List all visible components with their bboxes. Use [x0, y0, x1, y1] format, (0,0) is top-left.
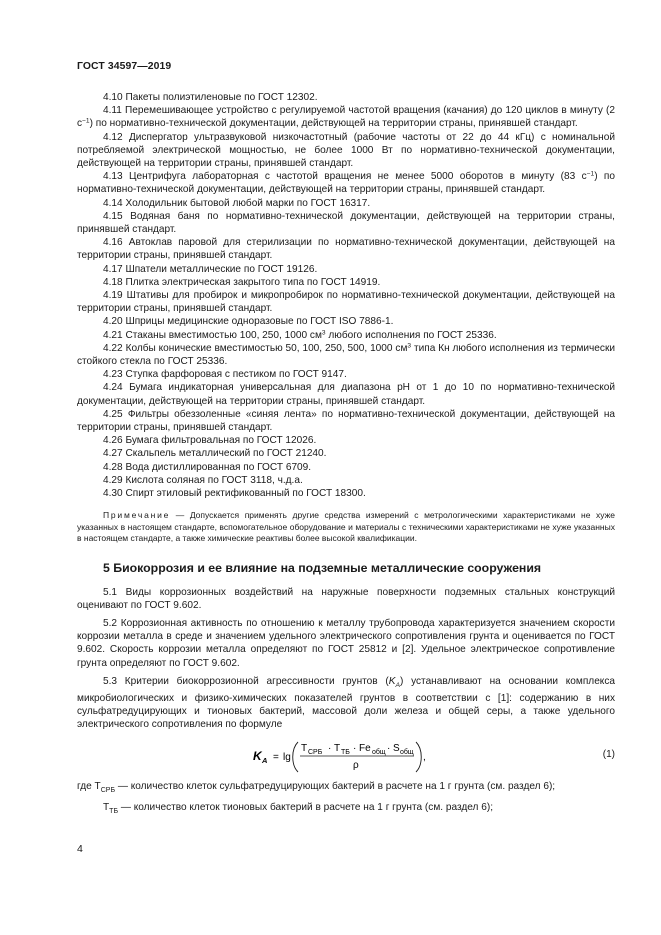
formula-lhs-sub: A — [262, 755, 268, 765]
list-item: 4.10 Пакеты полиэтиленовые по ГОСТ 12302. — [103, 92, 318, 103]
formula-lg: lg — [283, 751, 291, 763]
formula-t-tb: T — [334, 742, 341, 754]
list-item: 4.16 Автоклав паровой для стерилизации по нормативно-технической документации, действующей на территории страны, принявшей стандарт. — [77, 237, 615, 262]
paragraph-5-1: 5.1 Виды коррозионных воздействий на наружные поверхности подземных стальных конструкций оценивают по ГОСТ 9.602. — [77, 586, 615, 611]
document-header: ГОСТ 34597—2019 — [77, 61, 172, 72]
note — [77, 510, 615, 544]
list-item: 4.14 Холодильник бытовой любой марки по ГОСТ 16317. — [103, 197, 371, 209]
list-item: 4.15 Водяная баня по нормативно-технической документации, действующей на территории страны, принявшей стандарт. — [77, 210, 615, 236]
list-item: 4.17 Шпатели металлические по ГОСТ 19126. — [103, 263, 318, 275]
note-text: — Допускается применять другие средства измерений с метрологическими характеристиками не хуже указанных в настоящем стандарте, вспомогательное оборудование и материалы с техническими характеристиками не хуже указанных в настоящем стандарте, а также химические реактивы более высокой квалификации. — [77, 510, 615, 544]
list-item: 4.21 Стаканы вместимостью 100, 250, 1000 $см^3$ любого исполнения по ГОСТ 25336. — [103, 329, 497, 341]
equipment-list — [77, 91, 615, 500]
list-item: 4.30 Спирт этиловый ректификованный по ГОСТ 18300. — [103, 488, 366, 500]
list-item: 4.18 Плитка электрическая закрытого типа по ГОСТ 14919. — [103, 276, 381, 288]
formula-t-srb: T — [301, 742, 308, 754]
note-label: Примечание — [103, 510, 171, 521]
formula-t-srb-sub: СРБ — [308, 748, 323, 756]
list-item: 4.13 Центрифуга лабораторная с частотой вращения не менее 5000 оборотов в минуту (83 $с^{-1}$) по нормативно-технической документации, действующей на территории страны, принявшей стандарт. — [77, 170, 616, 196]
list-item: 4.28 Вода дистиллированная по ГОСТ 6709. — [103, 461, 312, 473]
list-item: 4.12 Диспергатор ультразвуковой низкочастотный (рабочие частоты от 22 до 44 кГц) с номинальной потребляемой электрической мощностью, не более 1000 Вт по нормативно-технической документации, действующей на территории страны, принявшей стандарт. — [77, 131, 615, 170]
formula-fe-sub: общ — [372, 748, 386, 756]
formula-lhs: K — [253, 748, 262, 763]
list-item: 4.27 Скальпель металлический по ГОСТ 21240. — [103, 448, 327, 460]
formula-equals: = — [273, 751, 279, 763]
list-item: 4.11 Перемешивающее устройство с регулируемой частотой вращения (качания) до 120 циклов в минуту (2 $с^{-1}$) по нормативно-технической документации, действующей на территории страны, принявшей стандарт. — [77, 105, 615, 130]
formula-t-tb-sub: ТБ — [341, 748, 350, 756]
list-item: 4.29 Кислота соляная по ГОСТ 3118, ч.д.а. — [103, 474, 303, 486]
formula-fe: Fe — [359, 742, 371, 754]
formula-dot-1: · — [328, 742, 332, 754]
formula-rho: ρ — [353, 759, 359, 771]
formula-dot-2: · — [353, 742, 357, 754]
formula-right-paren — [416, 742, 421, 772]
list-item: 4.23 Ступка фарфоровая с пестиком по ГОСТ 9147. — [103, 369, 347, 381]
section-heading: 5 Биокоррозия и ее влияние на подземные металлические сооружения — [103, 560, 542, 575]
section-body — [77, 586, 615, 732]
formula-dot-3: · — [387, 742, 391, 754]
formula-left-paren — [293, 742, 298, 772]
page-number: 4 — [77, 843, 83, 855]
list-item: 4.25 Фильтры обеззоленные «синяя лента» по нормативно-технической документации, действующей на территории страны, принявшей стандарт. — [77, 408, 616, 434]
where-item-2: $T_{ТБ}$ — количество клеток тионовых бактерий в расчете на 1 г грунта (см. раздел 6); — [103, 801, 494, 815]
equation-number: (1) — [602, 748, 615, 760]
formula-graphic — [253, 737, 523, 775]
formula-s-sub: общ — [400, 748, 414, 756]
page-body — [77, 91, 615, 818]
list-item: 4.22 Колбы конические вместимостью 50, 100, 250, 500, 1000 $см^3$ типа Кн любого исполнения из термически стойкого стекла по ГОСТ 25336. — [77, 342, 615, 368]
formula-1 — [77, 737, 615, 775]
list-item: 4.19 Штативы для пробирок и микропробирок по нормативно-технической документации, действующей на территории страны, принявшей стандарт. — [77, 290, 615, 315]
list-item: 4.24 Бумага индикаторная универсальная для диапазона рН от 1 до 10 по нормативно-технической документации, действующей на территории страны, принявшей стандарт. — [77, 382, 615, 407]
paragraph-5-3: 5.3 Критерии биокоррозионной агрессивности грунтов $(K_A)$ устанавливают на основании комплекса микробиологических и физико-химических показателей грунтов в соответствии с [1]: содержанию в них сульфатредуцирующих и тионовых бактерий, массовой доли железа и общей серы, а также удельного электрического сопротивления по формуле — [77, 675, 615, 731]
where-item-1: где $T_{СРБ}$ — количество клеток сульфатредуцирующих бактерий в расчете на 1 г грунта (см. раздел 6); — [77, 780, 556, 794]
formula-comma: , — [423, 751, 426, 763]
list-item: 4.26 Бумага фильтровальная по ГОСТ 12026. — [103, 435, 317, 447]
list-item: 4.20 Шприцы медицинские одноразовые по ГОСТ ISO 7886-1. — [103, 316, 394, 328]
paragraph-5-2: 5.2 Коррозионная активность по отношению к металлу трубопровода характеризуется значением скорости коррозии металла в среде и значением удельного электрического сопротивления грунта и оценивается по ГОСТ 9.602. Скорость коррозии металла определяют по ГОСТ 25812 и [2]. Удельное электрическое сопротивление грунта определяют по ГОСТ 9.602. — [77, 617, 615, 669]
formula-s: S — [393, 742, 400, 754]
